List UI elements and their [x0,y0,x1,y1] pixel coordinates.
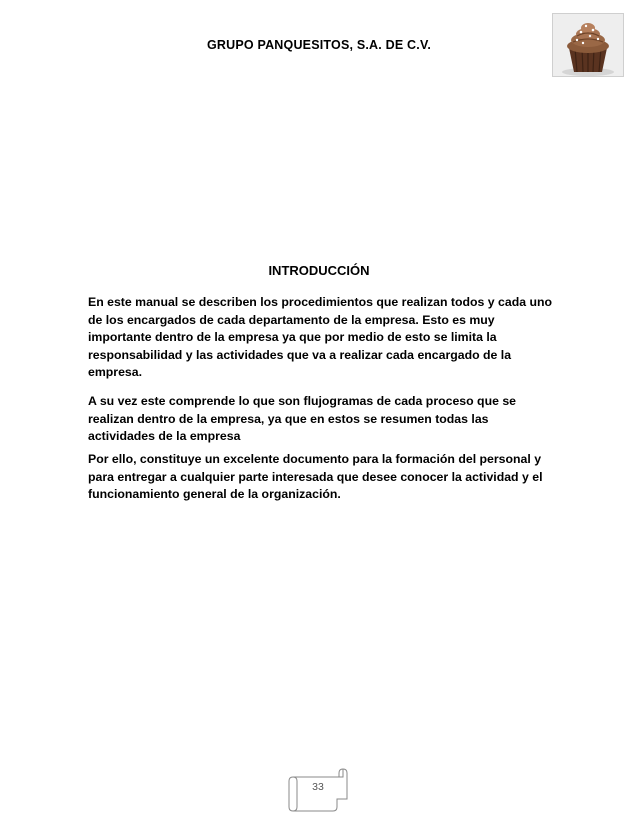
section-heading: INTRODUCCIÓN [268,263,370,278]
cupcake-icon [553,14,623,76]
paragraph: En este manual se describen los procedimientos que realizan todos y cada uno de los encargados de cada departamento de la empresa. Esto es muy importante dentro de la empresa ya que por medio de esto se limita la responsabilidad y las actividades que va a realizar cada encargado de la empresa. [88,295,552,380]
paragraph: Por ello, constituye un excelente documento para la formación del personal y para entregar a cualquier parte interesada que desee conocer la actividad y el funcionamiento general de la organización. [88,452,543,502]
paragraph: A su vez este comprende lo que son flujogramas de cada proceso que se realizan dentro de la empresa, ya que en estos se resumen todas las actividades de la empresa [88,394,517,444]
cupcake-logo [552,13,624,77]
page-number-scroll [287,767,349,813]
page-number: 33 [312,781,324,793]
company-name: GRUPO PANQUESITOS, S.A. DE C.V. [206,38,432,52]
